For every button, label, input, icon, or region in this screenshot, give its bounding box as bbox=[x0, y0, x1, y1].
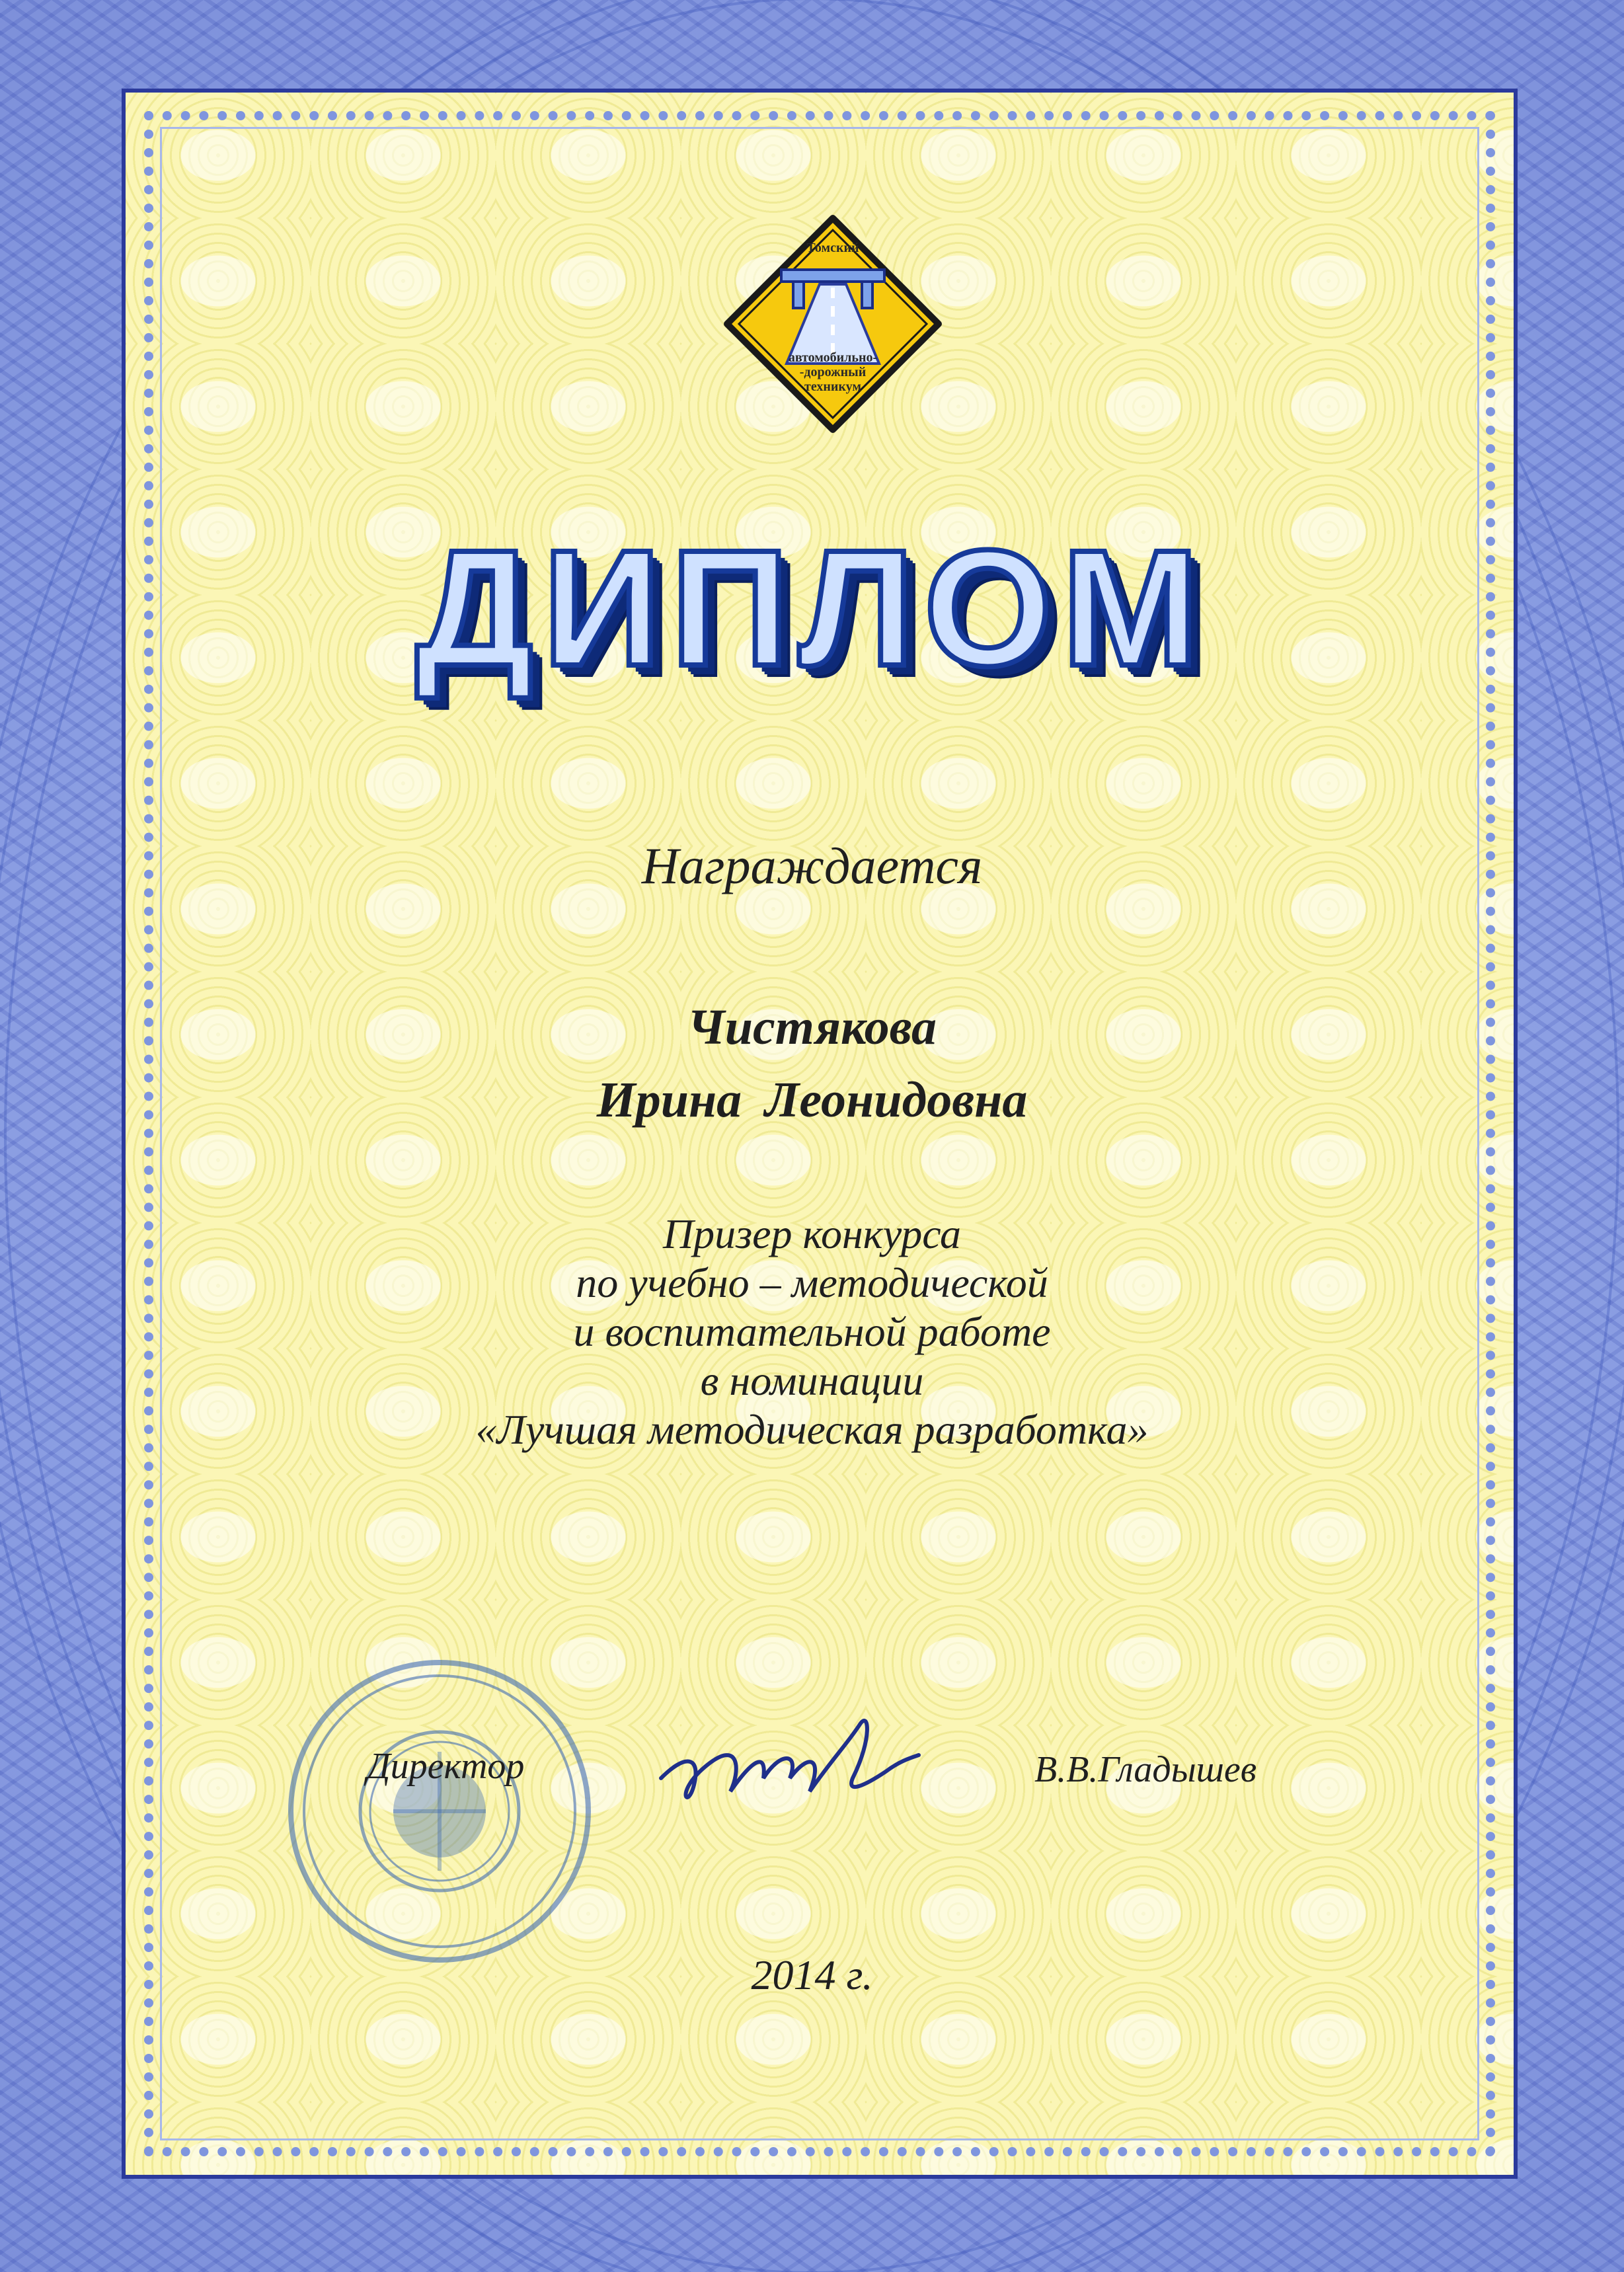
logo-top-text: Томский bbox=[806, 241, 859, 255]
diploma-title: ДИПЛОМ bbox=[415, 516, 1209, 700]
awarded-text: Награждается bbox=[641, 837, 983, 894]
nomination-block bbox=[0, 1210, 1624, 1454]
college-logo bbox=[720, 212, 945, 436]
logo-bottom-text bbox=[720, 350, 945, 394]
nomination-line: и воспитательной работе bbox=[573, 1308, 1051, 1355]
signature-icon bbox=[648, 1679, 925, 1824]
official-seal-icon bbox=[281, 1653, 598, 1970]
logo-bottom-line: техникум bbox=[804, 379, 861, 394]
director-name: В.В.Гладышев bbox=[1034, 1749, 1257, 1790]
logo-bottom-line: автомобильно- bbox=[788, 350, 878, 365]
nomination-line: Призер конкурса bbox=[662, 1210, 962, 1257]
recipient-surname: Чистякова bbox=[687, 999, 937, 1055]
issue-year: 2014 г. bbox=[751, 1951, 873, 1998]
nomination-line: в номинации bbox=[700, 1357, 924, 1404]
recipient-name: Ирина Леонидовна bbox=[596, 1072, 1028, 1128]
nomination-line: «Лучшая методическая разработка» bbox=[475, 1406, 1149, 1453]
logo-bottom-line: -дорожный bbox=[799, 365, 867, 379]
director-label: Директор bbox=[367, 1746, 525, 1787]
nomination-line: по учебно – методической bbox=[576, 1259, 1048, 1306]
